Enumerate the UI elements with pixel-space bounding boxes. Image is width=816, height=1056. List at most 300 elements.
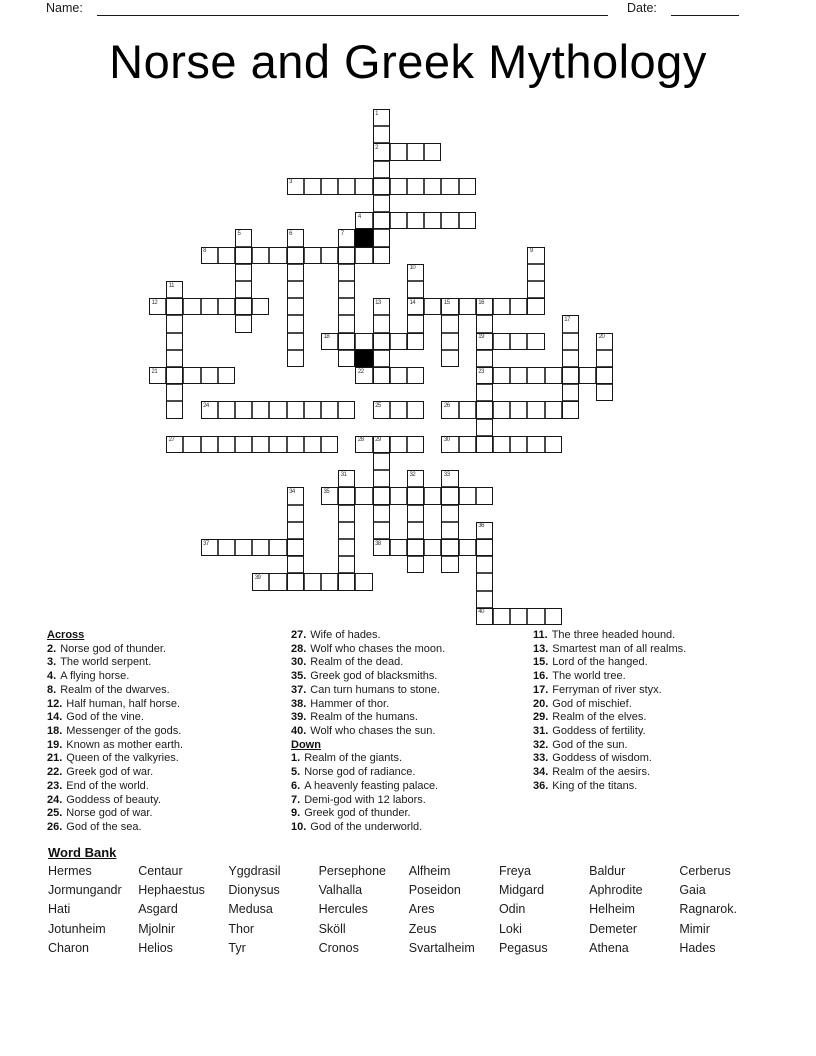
grid-cell[interactable] <box>287 350 304 367</box>
grid-cell[interactable] <box>201 539 218 556</box>
grid-cell[interactable] <box>476 350 493 367</box>
grid-cell[interactable] <box>373 401 390 418</box>
grid-cell[interactable] <box>459 436 476 453</box>
date-label: Date: <box>627 1 657 15</box>
grid-cell[interactable] <box>441 333 458 350</box>
grid-cell[interactable] <box>407 212 424 229</box>
grid-cell[interactable] <box>545 436 562 453</box>
cell-number: 6 <box>289 230 292 237</box>
grid-cell[interactable] <box>476 315 493 332</box>
grid-cell[interactable] <box>476 539 493 556</box>
grid-cell[interactable] <box>493 298 510 315</box>
cell-number: 35 <box>323 488 330 495</box>
grid-cell[interactable] <box>424 212 441 229</box>
clue-number: 13. <box>533 642 549 655</box>
grid-cell[interactable] <box>287 556 304 573</box>
clue-number: 37. <box>291 683 307 696</box>
clue-number: 29. <box>533 711 549 724</box>
grid-cell[interactable] <box>373 298 390 315</box>
grid-cell[interactable] <box>304 178 321 195</box>
grid-cell[interactable] <box>269 247 286 264</box>
grid-cell[interactable] <box>373 539 390 556</box>
grid-cell[interactable] <box>252 247 269 264</box>
grid-cell[interactable] <box>235 247 252 264</box>
clue-item <box>47 643 292 657</box>
grid-cell[interactable] <box>304 436 321 453</box>
grid-cell[interactable] <box>407 178 424 195</box>
clue-number: 38. <box>291 697 307 710</box>
cell-number: 13 <box>375 299 381 306</box>
grid-cell[interactable] <box>338 281 355 298</box>
grid-cell[interactable] <box>562 350 579 367</box>
grid-cell[interactable] <box>149 298 166 315</box>
grid-cell[interactable] <box>441 350 458 367</box>
grid-cell[interactable] <box>424 487 441 504</box>
word-bank-word: Tyr <box>228 940 246 955</box>
grid-cell[interactable] <box>510 608 527 625</box>
grid-cell[interactable] <box>441 212 458 229</box>
grid-cell[interactable] <box>218 436 235 453</box>
word-bank-word: Midgard <box>498 883 545 898</box>
grid-cell[interactable] <box>476 436 493 453</box>
grid-cell[interactable] <box>373 109 390 126</box>
grid-cell[interactable] <box>407 298 424 315</box>
grid-cell[interactable] <box>321 333 338 350</box>
grid-cell[interactable] <box>424 143 441 160</box>
grid-cell[interactable] <box>476 333 493 350</box>
grid-cell[interactable] <box>441 401 458 418</box>
grid-cell[interactable] <box>527 298 544 315</box>
grid-cell[interactable] <box>338 333 355 350</box>
clue-item <box>47 821 292 835</box>
grid-cell[interactable] <box>373 178 390 195</box>
clue-item <box>533 725 778 739</box>
grid-cell[interactable] <box>287 573 304 590</box>
clue-text: The world tree. <box>552 670 626 683</box>
cell-number: 7 <box>340 230 344 237</box>
grid-cell[interactable] <box>545 401 562 418</box>
grid-cell[interactable] <box>390 539 407 556</box>
grid-cell[interactable] <box>183 298 200 315</box>
grid-cell[interactable] <box>201 401 218 418</box>
grid-cell[interactable] <box>441 298 458 315</box>
clue-text: Ferryman of river styx. <box>552 683 662 696</box>
grid-cell[interactable] <box>201 436 218 453</box>
grid-cell[interactable] <box>596 367 613 384</box>
word-bank-row <box>48 940 770 959</box>
grid-cell[interactable] <box>476 401 493 418</box>
grid-cell[interactable] <box>201 367 218 384</box>
grid-cell[interactable] <box>252 401 269 418</box>
grid-cell[interactable] <box>338 247 355 264</box>
grid-cell[interactable] <box>407 264 424 281</box>
clue-text: Wolf who chases the sun. <box>310 725 436 738</box>
grid-cell[interactable] <box>183 436 200 453</box>
grid-cell[interactable] <box>355 573 372 590</box>
grid-cell[interactable] <box>338 556 355 573</box>
grid-cell[interactable] <box>510 436 527 453</box>
grid-cell[interactable] <box>166 401 183 418</box>
grid-cell[interactable] <box>407 556 424 573</box>
grid-cell[interactable] <box>476 591 493 608</box>
grid-cell[interactable] <box>338 264 355 281</box>
grid-cell[interactable] <box>407 470 424 487</box>
grid-cell[interactable] <box>407 367 424 384</box>
grid-cell[interactable] <box>338 470 355 487</box>
grid-cell[interactable] <box>287 315 304 332</box>
clue-text: Goddess of fertility. <box>552 725 646 738</box>
cell-number: 14 <box>409 299 416 306</box>
grid-cell[interactable] <box>304 573 321 590</box>
grid-cell[interactable] <box>527 247 544 264</box>
word-bank-row <box>48 901 770 920</box>
grid-cell[interactable] <box>407 143 424 160</box>
grid-cell[interactable] <box>338 315 355 332</box>
grid-cell[interactable] <box>235 298 252 315</box>
grid-cell[interactable] <box>562 401 579 418</box>
grid-cell[interactable] <box>424 539 441 556</box>
grid-cell[interactable] <box>235 436 252 453</box>
clue-text: God of the sun. <box>552 738 628 751</box>
grid-cell[interactable] <box>373 453 390 470</box>
grid-cell[interactable] <box>562 333 579 350</box>
grid-cell[interactable] <box>510 298 527 315</box>
grid-cell[interactable] <box>166 384 183 401</box>
grid-cell[interactable] <box>373 505 390 522</box>
grid-cell[interactable] <box>373 522 390 539</box>
grid-cell[interactable] <box>390 333 407 350</box>
grid-cell[interactable] <box>287 229 304 246</box>
clue-text: Queen of the valkyries. <box>66 752 179 765</box>
grid-cell[interactable] <box>493 608 510 625</box>
grid-cell[interactable] <box>424 298 441 315</box>
clue-text: Demi-god with 12 labors. <box>304 793 426 806</box>
clue-item <box>533 766 778 780</box>
grid-cell[interactable] <box>527 333 544 350</box>
grid-cell[interactable] <box>390 178 407 195</box>
grid-cell[interactable] <box>441 487 458 504</box>
grid-cell[interactable] <box>527 436 544 453</box>
grid-cell[interactable] <box>545 367 562 384</box>
cell-number: 25 <box>375 402 381 409</box>
grid-cell[interactable] <box>218 367 235 384</box>
grid-cell[interactable] <box>149 367 166 384</box>
grid-cell[interactable] <box>441 505 458 522</box>
grid-cell[interactable] <box>338 522 355 539</box>
grid-cell[interactable] <box>235 401 252 418</box>
name-label: Name: <box>46 1 83 15</box>
grid-cell[interactable] <box>373 333 390 350</box>
clue-item <box>291 711 536 725</box>
clue-item <box>533 711 778 725</box>
grid-cell[interactable] <box>269 573 286 590</box>
grid-cell[interactable] <box>476 522 493 539</box>
grid-cell[interactable] <box>373 195 390 212</box>
grid-cell[interactable] <box>287 178 304 195</box>
grid-cell[interactable] <box>321 436 338 453</box>
grid-cell[interactable] <box>235 229 252 246</box>
grid-cell[interactable] <box>527 264 544 281</box>
grid-cell[interactable] <box>562 315 579 332</box>
grid-cell[interactable] <box>218 401 235 418</box>
clues-section-header: Down <box>291 738 321 751</box>
grid-cell[interactable] <box>355 212 372 229</box>
grid-cell[interactable] <box>459 487 476 504</box>
word-bank-word: Mimir <box>679 921 710 936</box>
grid-cell[interactable] <box>407 539 424 556</box>
grid-cell[interactable] <box>287 264 304 281</box>
grid-cell[interactable] <box>441 436 458 453</box>
grid-cell[interactable] <box>218 298 235 315</box>
grid-cell[interactable] <box>545 608 562 625</box>
grid-cell[interactable] <box>166 298 183 315</box>
grid-cell[interactable] <box>390 436 407 453</box>
cell-number: 32 <box>409 471 416 478</box>
grid-cell[interactable] <box>355 367 372 384</box>
grid-cell[interactable] <box>183 367 200 384</box>
grid-cell[interactable] <box>407 333 424 350</box>
grid-cell[interactable] <box>373 161 390 178</box>
grid-cell[interactable] <box>476 608 493 625</box>
grid-cell[interactable] <box>407 315 424 332</box>
grid-cell[interactable] <box>407 505 424 522</box>
grid-cell[interactable] <box>235 539 252 556</box>
grid-cell[interactable] <box>166 436 183 453</box>
clue-number: 25. <box>47 807 63 820</box>
grid-cell[interactable] <box>166 315 183 332</box>
grid-cell[interactable] <box>407 522 424 539</box>
grid-cell[interactable] <box>321 573 338 590</box>
grid-cell[interactable] <box>527 608 544 625</box>
grid-cell[interactable] <box>373 247 390 264</box>
grid-cell[interactable] <box>373 229 390 246</box>
grid-cell[interactable] <box>355 178 372 195</box>
grid-cell[interactable] <box>338 539 355 556</box>
grid-cell[interactable] <box>338 505 355 522</box>
grid-cell[interactable] <box>527 367 544 384</box>
grid-cell[interactable] <box>510 401 527 418</box>
clue-item <box>291 780 536 794</box>
grid-cell[interactable] <box>493 333 510 350</box>
grid-cell[interactable] <box>527 401 544 418</box>
grid-cell[interactable] <box>476 573 493 590</box>
clue-item <box>291 752 536 766</box>
grid-cell[interactable] <box>338 350 355 367</box>
date-line[interactable] <box>671 0 739 16</box>
grid-cell[interactable] <box>373 350 390 367</box>
grid-cell[interactable] <box>287 247 304 264</box>
grid-cell[interactable] <box>287 298 304 315</box>
word-bank-word: Gaia <box>679 883 706 898</box>
cell-number: 18 <box>323 334 330 341</box>
grid-cell[interactable] <box>441 178 458 195</box>
word-bank-grid <box>48 863 770 959</box>
grid-cell[interactable] <box>252 573 269 590</box>
grid-cell[interactable] <box>527 281 544 298</box>
grid-cell[interactable] <box>338 229 355 246</box>
grid-cell[interactable] <box>269 401 286 418</box>
clue-col-1 <box>47 629 292 835</box>
cell-number: 1 <box>375 110 378 117</box>
grid-cell[interactable] <box>304 401 321 418</box>
grid-cell[interactable] <box>373 212 390 229</box>
name-line[interactable] <box>97 0 608 16</box>
grid-cell[interactable] <box>476 384 493 401</box>
grid-cell[interactable] <box>579 367 596 384</box>
grid-cell[interactable] <box>355 333 372 350</box>
grid-cell[interactable] <box>166 367 183 384</box>
clue-text: Norse god of war. <box>66 807 153 820</box>
grid-cell[interactable] <box>252 298 269 315</box>
grid-cell[interactable] <box>201 247 218 264</box>
grid-cell[interactable] <box>407 281 424 298</box>
grid-cell[interactable] <box>459 212 476 229</box>
grid-cell[interactable] <box>252 436 269 453</box>
grid-cell[interactable] <box>493 436 510 453</box>
word-bank-word: Hades <box>679 940 716 955</box>
grid-cell[interactable] <box>373 143 390 160</box>
grid-cell[interactable] <box>287 539 304 556</box>
grid-cell[interactable] <box>407 401 424 418</box>
grid-cell[interactable] <box>304 247 321 264</box>
grid-cell[interactable] <box>373 436 390 453</box>
grid-cell[interactable] <box>596 333 613 350</box>
grid-cell[interactable] <box>459 298 476 315</box>
clue-item <box>291 684 536 698</box>
grid-cell[interactable] <box>269 539 286 556</box>
grid-cell[interactable] <box>235 281 252 298</box>
word-bank-word: Persephone <box>318 864 386 878</box>
cell-number: 5 <box>237 230 241 237</box>
grid-cell[interactable] <box>287 281 304 298</box>
grid-cell[interactable] <box>373 487 390 504</box>
grid-cell[interactable] <box>338 178 355 195</box>
clue-item <box>291 643 536 657</box>
clue-number: 22. <box>47 766 63 779</box>
word-bank-word: Charon <box>48 940 89 955</box>
grid-cell[interactable] <box>235 264 252 281</box>
grid-cell[interactable] <box>338 298 355 315</box>
grid-cell[interactable] <box>373 126 390 143</box>
grid-cell[interactable] <box>321 487 338 504</box>
cell-number: 10 <box>409 265 416 272</box>
grid-cell[interactable] <box>373 315 390 332</box>
grid-cell[interactable] <box>338 573 355 590</box>
word-bank-word: Hermes <box>48 864 92 878</box>
clue-text: Goddess of wisdom. <box>552 752 652 765</box>
grid-cell[interactable] <box>510 333 527 350</box>
clue-item <box>533 739 778 753</box>
grid-cell[interactable] <box>493 367 510 384</box>
grid-cell[interactable] <box>562 384 579 401</box>
grid-cell[interactable] <box>476 556 493 573</box>
word-bank-word: Hercules <box>318 902 368 917</box>
word-bank-word: Ragnarok. <box>679 902 737 917</box>
grid-cell[interactable] <box>459 539 476 556</box>
grid-cell[interactable] <box>390 143 407 160</box>
clue-text: God of mischief. <box>552 697 632 710</box>
grid-cell[interactable] <box>321 401 338 418</box>
grid-cell[interactable] <box>235 315 252 332</box>
grid-cell[interactable] <box>287 436 304 453</box>
clue-text: God of the vine. <box>66 711 144 724</box>
grid-cell[interactable] <box>390 401 407 418</box>
grid-cell[interactable] <box>596 384 613 401</box>
clue-number: 30. <box>291 656 307 669</box>
grid-cell[interactable] <box>459 178 476 195</box>
grid-cell[interactable] <box>407 436 424 453</box>
cell-number: 17 <box>564 316 570 323</box>
grid-cell[interactable] <box>476 367 493 384</box>
clue-number: 11. <box>533 629 548 641</box>
grid-cell[interactable] <box>166 333 183 350</box>
grid-cell[interactable] <box>441 315 458 332</box>
clue-item <box>47 698 292 712</box>
grid-cell[interactable] <box>287 522 304 539</box>
grid-cell[interactable] <box>441 522 458 539</box>
clue-item <box>47 794 292 808</box>
grid-cell[interactable] <box>355 436 372 453</box>
grid-cell[interactable] <box>287 401 304 418</box>
grid-cell[interactable] <box>510 367 527 384</box>
grid-cell[interactable] <box>338 401 355 418</box>
grid-cell[interactable] <box>390 367 407 384</box>
clue-text: Greek god of thunder. <box>304 807 411 820</box>
clue-number: 26. <box>47 821 63 834</box>
grid-cell[interactable] <box>201 298 218 315</box>
grid-cell[interactable] <box>476 487 493 504</box>
grid-cell[interactable] <box>441 539 458 556</box>
grid-cell[interactable] <box>424 178 441 195</box>
grid-cell[interactable] <box>218 539 235 556</box>
grid-cell[interactable] <box>493 401 510 418</box>
grid-cell[interactable] <box>321 247 338 264</box>
grid-cell[interactable] <box>252 539 269 556</box>
cell-number: 8 <box>203 248 206 255</box>
grid-cell[interactable] <box>441 556 458 573</box>
word-bank-word: Thor <box>228 921 255 936</box>
grid-cell[interactable] <box>166 350 183 367</box>
grid-cell[interactable] <box>218 247 235 264</box>
grid-cell[interactable] <box>355 487 372 504</box>
grid-cell[interactable] <box>476 419 493 436</box>
grid-cell[interactable] <box>287 487 304 504</box>
grid-cell[interactable] <box>390 212 407 229</box>
grid-cell[interactable] <box>355 247 372 264</box>
grid-cell[interactable] <box>459 401 476 418</box>
grid-cell[interactable] <box>321 178 338 195</box>
cell-number: 11 <box>168 282 174 289</box>
grid-cell[interactable] <box>373 470 390 487</box>
clue-item <box>533 629 778 643</box>
grid-cell[interactable] <box>441 470 458 487</box>
grid-cell[interactable] <box>407 487 424 504</box>
grid-cell[interactable] <box>287 333 304 350</box>
cell-number: 34 <box>289 488 295 495</box>
clue-number: 9. <box>291 807 301 820</box>
grid-cell[interactable] <box>287 505 304 522</box>
grid-cell[interactable] <box>338 487 355 504</box>
grid-cell[interactable] <box>562 367 579 384</box>
clue-number: 6. <box>291 779 301 792</box>
grid-cell[interactable] <box>390 487 407 504</box>
cell-number: 12 <box>151 299 158 306</box>
grid-cell[interactable] <box>269 436 286 453</box>
grid-cell[interactable] <box>476 298 493 315</box>
grid-cell[interactable] <box>596 350 613 367</box>
grid-cell[interactable] <box>166 281 183 298</box>
grid-cell[interactable] <box>373 367 390 384</box>
